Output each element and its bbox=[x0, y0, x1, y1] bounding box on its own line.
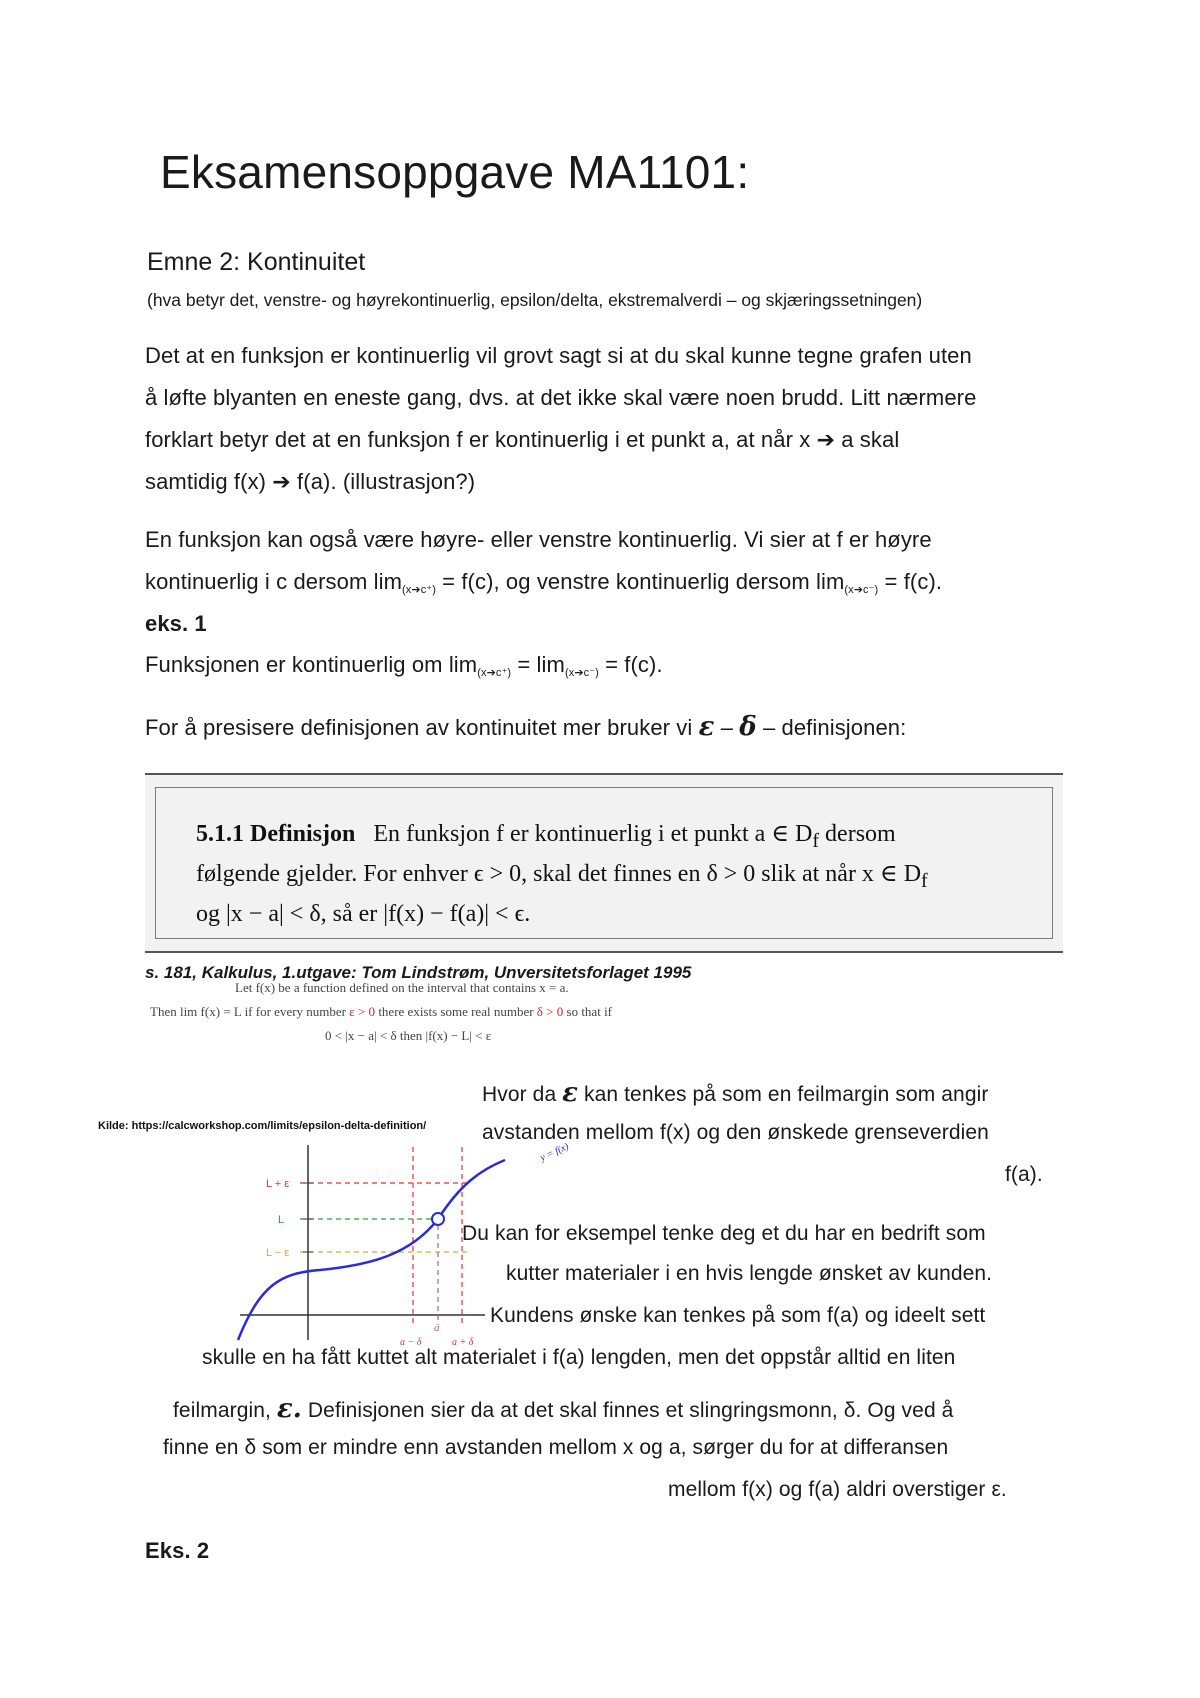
explanation-line-10: mellom f(x) og f(a) aldri overstiger ε. bbox=[668, 1478, 1007, 1501]
intro-line-4: samtidig f(x) ➔ f(a). (illustrasjon?) bbox=[145, 469, 476, 494]
explanation-line-2: avstanden mellom f(x) og den ønskede grenseverdien bbox=[482, 1121, 989, 1144]
mini-def-text-c: so that if bbox=[563, 1004, 613, 1019]
onesided-line-1: En funksjon kan også være høyre- eller venstre kontinuerlig. Vi sier at f er høyre bbox=[145, 527, 932, 552]
label-l-plus-eps: L + ε bbox=[266, 1178, 290, 1190]
definition-line-1 bbox=[196, 818, 1022, 858]
explanation-line-8 bbox=[173, 1394, 953, 1424]
example-1-text-b: = lim bbox=[511, 652, 565, 677]
definition-line-3: og |x − a| < δ, så er |f(x) − f(a)| < ϵ. bbox=[196, 900, 531, 927]
explanation-line-5: kutter materialer i en hvis lengde ønsket av kunden. bbox=[506, 1262, 993, 1285]
intro-line-3: forklart betyr det at en funksjon f er kontinuerlig i et punkt a, at når x ➔ a skal bbox=[145, 427, 900, 452]
explanation-line-4: Du kan for eksempel tenke deg et du har en bedrift som bbox=[462, 1222, 986, 1245]
explanation-line-6: Kundens ønske kan tenkes på som f(a) og ideelt sett bbox=[490, 1304, 986, 1327]
intro-line-2: å løfte blyanten en eneste gang, dvs. at det ikke skal være noen brudd. Litt nærmere bbox=[145, 385, 977, 410]
example-1-sub-left: (x➔c⁻) bbox=[564, 667, 599, 679]
definition-line-2-sub: f bbox=[921, 869, 928, 892]
explanation-line-1 bbox=[482, 1078, 988, 1108]
presise-dash: – bbox=[714, 715, 740, 740]
label-a: a bbox=[434, 1322, 440, 1334]
mini-def-line-1: Let f(x) be a function defined on the interval that contains x = a. bbox=[235, 980, 569, 995]
example-1-label: eks. 1 bbox=[145, 611, 207, 636]
label-l: L bbox=[278, 1214, 285, 1226]
intro-line-1: Det at en funksjon er kontinuerlig vil grovt sagt si at du skal kunne tegne grafen uten bbox=[145, 343, 972, 368]
mini-def-delta: δ > 0 bbox=[536, 1004, 564, 1019]
example-1-sub-right: (x➔c⁺) bbox=[477, 667, 512, 679]
source-citation: s. 181, Kalkulus, 1.utgave: Tom Lindstrøm, Unversitetsforlaget 1995 bbox=[145, 963, 692, 982]
document-title: Eksamensoppgave MA1101: bbox=[160, 146, 750, 198]
topic-subheading: (hva betyr det, venstre- og høyrekontinuerlig, epsilon/delta, ekstremalverdi – og skjæringssetningen) bbox=[147, 290, 923, 310]
onesided-sub-right: (x➔c⁺) bbox=[402, 584, 436, 596]
example-1-text-a: Funksjonen er kontinuerlig om lim bbox=[145, 652, 478, 677]
epsilon-symbol: ε bbox=[698, 712, 715, 742]
onesided-sub-left: (x➔c⁻) bbox=[844, 584, 879, 596]
explanation-line-8-a: feilmargin, bbox=[173, 1399, 277, 1422]
definition-line-1-sub: f bbox=[812, 829, 820, 852]
curve-label: y = f(x) bbox=[538, 1141, 571, 1164]
definition-line-1-text: En funksjon f er kontinuerlig i et punkt a ∈ D bbox=[373, 821, 813, 847]
definition-frame bbox=[155, 787, 1053, 939]
onesided-text-b: = f(c), og venstre kontinuerlig dersom lim bbox=[435, 569, 845, 594]
explanation-text-b: kan tenkes på som en feilmargin som angir bbox=[578, 1083, 989, 1106]
definition-line-2-text: følgende gjelder. For enhver ϵ > 0, skal det finnes en δ > 0 slik at når x ∈ D bbox=[196, 860, 922, 887]
example-1-text-c: = f(c). bbox=[598, 652, 663, 677]
example-2-label: Eks. 2 bbox=[145, 1538, 210, 1563]
definition-text bbox=[196, 818, 1022, 931]
explanation-text-a: Hvor da bbox=[482, 1083, 563, 1106]
definition-box bbox=[145, 773, 1063, 953]
label-a-plus-delta: a + δ bbox=[452, 1337, 474, 1348]
explanation-line-8-eps: ε. bbox=[276, 1394, 302, 1424]
definition-line-1-end: dersom bbox=[819, 821, 896, 847]
epsilon-delta-graph bbox=[230, 1125, 571, 1350]
explanation-eps: ε bbox=[562, 1078, 579, 1108]
mini-def-text-a: Then lim f(x) = L if for every number bbox=[150, 1004, 350, 1019]
explanation-line-7: skulle en ha fått kuttet alt materialet i f(a) lengden, men det oppstår alltid en liten bbox=[202, 1346, 956, 1369]
limit-point bbox=[432, 1213, 444, 1225]
mini-def-line-3: 0 < |x − a| < δ then |f(x) − L| < ε bbox=[325, 1028, 492, 1043]
mini-def-eps: ε > 0 bbox=[349, 1004, 376, 1019]
example-1-text bbox=[145, 652, 663, 678]
onesided-text-c: = f(c). bbox=[878, 569, 943, 594]
mini-definition bbox=[150, 980, 612, 1044]
explanation-line-3: f(a). bbox=[1005, 1163, 1043, 1186]
onesided-text-a: kontinuerlig i c dersom lim bbox=[145, 569, 403, 594]
mini-def-text-b: there exists some real number bbox=[375, 1004, 537, 1019]
definition-line-2 bbox=[196, 858, 1022, 898]
presise-text-b: – definisjonen: bbox=[756, 715, 907, 740]
presise-text-a: For å presisere definisjonen av kontinuitet mer bruker vi bbox=[145, 715, 699, 740]
delta-symbol: δ bbox=[739, 712, 757, 742]
topic-heading: Emne 2: Kontinuitet bbox=[147, 248, 366, 276]
explanation-line-8-b: Definisjonen sier da at det skal finnes et slingringsmonn, δ. Og ved å bbox=[301, 1399, 954, 1422]
label-a-minus-delta: a − δ bbox=[400, 1337, 422, 1348]
presise-line bbox=[145, 712, 906, 742]
onesided-line-2 bbox=[145, 569, 942, 595]
definition-number: 5.1.1 Definisjon bbox=[196, 821, 356, 847]
figure-credit: Kilde: https://calcworkshop.com/limits/epsilon-delta-definition/ bbox=[98, 1120, 427, 1132]
mini-def-line-2 bbox=[150, 1004, 612, 1020]
label-l-minus-eps: L − ε bbox=[266, 1247, 290, 1259]
explanation-line-9: finne en δ som er mindre enn avstanden mellom x og a, sørger du for at differansen bbox=[163, 1436, 949, 1459]
